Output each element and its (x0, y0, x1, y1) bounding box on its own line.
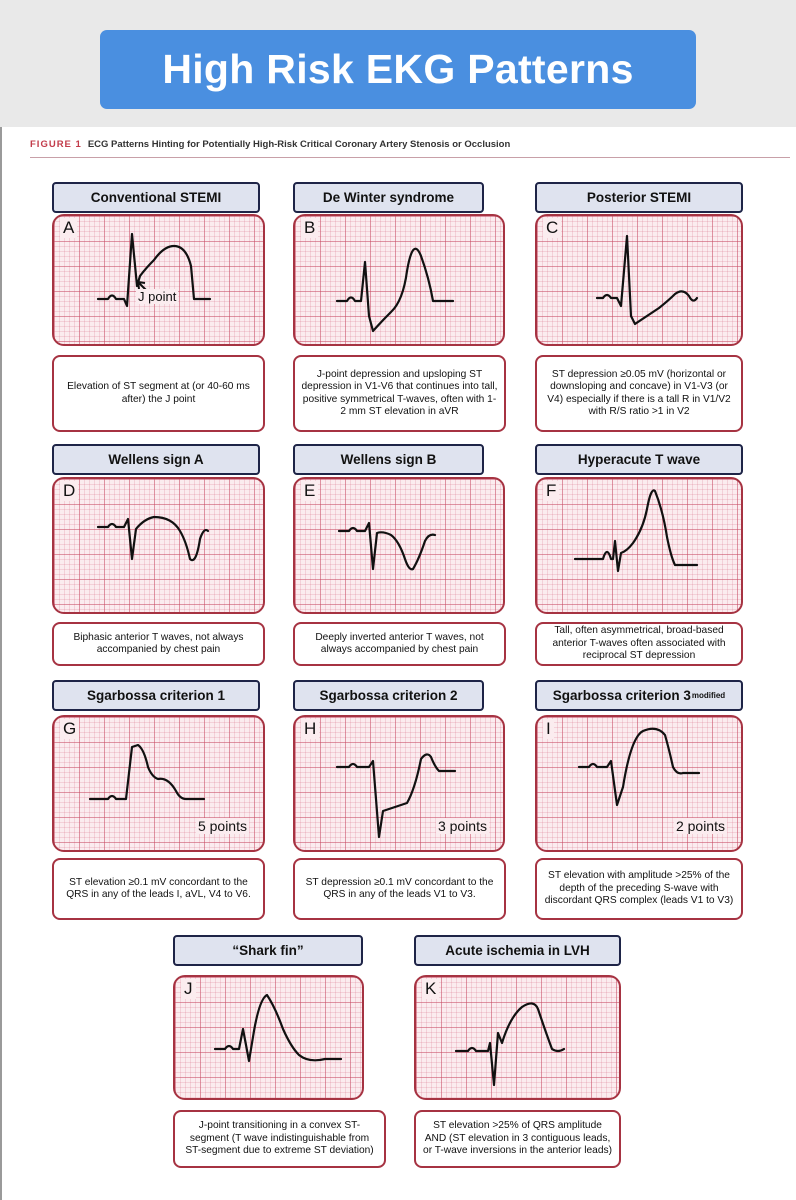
panel-a-title: Conventional STEMI (90, 190, 222, 205)
panel-d-ecg-waveform (98, 517, 208, 560)
panel-i-ecg-waveform (579, 729, 699, 805)
panel-f-description: Tall, often asymmetrical, broad-based anterior T-waves often associated with reciprocal ST depression (552, 625, 726, 662)
panel-j-ecg-grid (173, 975, 364, 1100)
caption-divider (30, 157, 790, 158)
panel-f-ecg-tracing (537, 479, 743, 614)
panel-c-ecg-grid (535, 214, 743, 346)
panel-b-title-box (293, 182, 484, 213)
page-title-banner (100, 30, 696, 109)
panel-b-ecg-grid (293, 214, 505, 346)
panel-j-description-box (173, 1110, 386, 1168)
panel-d-letter: D (60, 481, 78, 501)
panel-i-title-superscript: modified (691, 691, 726, 700)
panel-i-points: 2 points (675, 818, 725, 834)
panel-a-letter: A (60, 218, 77, 238)
panel-f-ecg-grid (535, 477, 743, 614)
panel-c-letter: C (543, 218, 561, 238)
panel-g-points: 5 points (197, 818, 247, 834)
panel-b-ecg-waveform (337, 249, 453, 331)
panel-i-description-box (535, 858, 743, 920)
panel-d-title: Wellens sign A (108, 452, 204, 467)
panel-j-ecg-waveform (215, 995, 341, 1061)
panel-h-description: ST depression ≥0.1 mV concordant to the QRS in any of the leads V1 to V3. (305, 876, 494, 900)
panel-g-description-box (52, 858, 265, 920)
panel-d-title-box (52, 444, 260, 475)
page-title: High Risk EKG Patterns (162, 46, 634, 92)
panel-f-title: Hyperacute T wave (577, 452, 701, 467)
panel-c-title: Posterior STEMI (586, 190, 692, 205)
panel-e-title-box (293, 444, 484, 475)
panel-a-ecg-tracing (54, 216, 265, 346)
panel-c-description: ST depression ≥0.05 mV (horizontal or downsloping and concave) in V1-V3 (or V4) especially if there is a tall R in V1/V2 with R/S ratio >1 in V2 (547, 368, 731, 417)
panel-f-title-box (535, 444, 743, 475)
panel-e-ecg-tracing (295, 479, 505, 614)
panel-e-description-box (293, 622, 506, 666)
panel-a-title-box (52, 182, 260, 213)
figure-label: FIGURE 1 (30, 139, 82, 150)
panel-k-title: Acute ischemia in LVH (445, 943, 590, 958)
panel-d-ecg-tracing (54, 479, 265, 614)
panel-j-ecg-tracing (175, 977, 364, 1100)
panel-h-description-box (293, 858, 506, 920)
panel-i-ecg-grid (535, 715, 743, 852)
panel-e-letter: E (301, 481, 318, 501)
panel-h-title-box (293, 680, 484, 711)
panel-d-ecg-grid (52, 477, 265, 614)
panel-c-ecg-tracing (537, 216, 743, 346)
panel-a-description: Elevation of ST segment at (or 40-60 ms after) the J point (67, 381, 250, 405)
panel-h-title: Sgarbossa criterion 2 (319, 688, 458, 703)
panel-j-title-box (173, 935, 363, 966)
panel-a-ecg-grid (52, 214, 265, 346)
panel-c-description-box (535, 355, 743, 432)
panel-d-description-box (52, 622, 265, 666)
panel-k-ecg-waveform (456, 1003, 564, 1085)
figure-caption (30, 139, 510, 150)
panel-a-description-box (52, 355, 265, 432)
panel-i-title: Sgarbossa criterion 3 (552, 688, 691, 703)
panel-j-letter: J (181, 979, 196, 999)
panel-f-letter: F (543, 481, 559, 501)
panel-c-ecg-waveform (597, 236, 697, 324)
panel-f-ecg-waveform (575, 490, 697, 571)
panel-k-title-box (414, 935, 621, 966)
panel-a-annotation: J point (138, 289, 177, 304)
panel-b-ecg-tracing (295, 216, 505, 346)
panel-e-description: Deeply inverted anterior T waves, not always accompanied by chest pain (315, 631, 484, 655)
panel-i-letter: I (543, 719, 554, 739)
panel-f-description-box (535, 622, 743, 666)
panel-b-description-box (293, 355, 506, 432)
panel-e-ecg-waveform (339, 523, 435, 569)
panel-k-description-box (414, 1110, 621, 1168)
panel-j-description: J-point transitioning in a convex ST-segment (T wave indistinguishable from ST-segment due to extreme ST deviation) (185, 1120, 374, 1157)
panel-k-ecg-tracing (416, 977, 621, 1100)
panel-c-title-box (535, 182, 743, 213)
panel-e-ecg-grid (293, 477, 505, 614)
panel-b-letter: B (301, 218, 318, 238)
panel-e-title: Wellens sign B (340, 452, 437, 467)
panel-b-title: De Winter syndrome (322, 190, 455, 205)
panel-h-ecg-grid (293, 715, 505, 852)
panel-i-title-box (535, 680, 743, 711)
panel-k-description: ST elevation >25% of QRS amplitude AND (ST elevation in 3 contiguous leads, or T-wave inversions in the anterior leads) (423, 1120, 612, 1157)
figure-caption-text: ECG Patterns Hinting for Potentially High-Risk Critical Coronary Artery Stenosis or Occlusion (87, 139, 511, 150)
panel-g-ecg-grid (52, 715, 265, 852)
panel-j-title: “Shark fin” (232, 943, 304, 958)
panel-b-description: J-point depression and upsloping ST depression in V1-V6 that continues into tall, positive symmetrical T-waves, often with 1-2 mm ST elevation in aVR (301, 368, 498, 417)
panel-d-description: Biphasic anterior T waves, not always accompanied by chest pain (73, 631, 244, 655)
panel-g-ecg-waveform (90, 745, 204, 799)
panel-g-title: Sgarbossa criterion 1 (86, 688, 226, 703)
panel-g-letter: G (60, 719, 79, 739)
panel-k-ecg-grid (414, 975, 621, 1100)
panel-h-letter: H (301, 719, 319, 739)
panel-g-description: ST elevation ≥0.1 mV concordant to the QRS in any of the leads I, aVL, V4 to V6. (66, 876, 251, 900)
panel-i-description: ST elevation with amplitude >25% of the depth of the preceding S-wave with discordant QRS complex (leads V1 to V3) (544, 870, 734, 907)
panel-h-points: 3 points (437, 818, 487, 834)
panel-k-letter: K (422, 979, 439, 999)
panel-g-title-box (52, 680, 260, 711)
